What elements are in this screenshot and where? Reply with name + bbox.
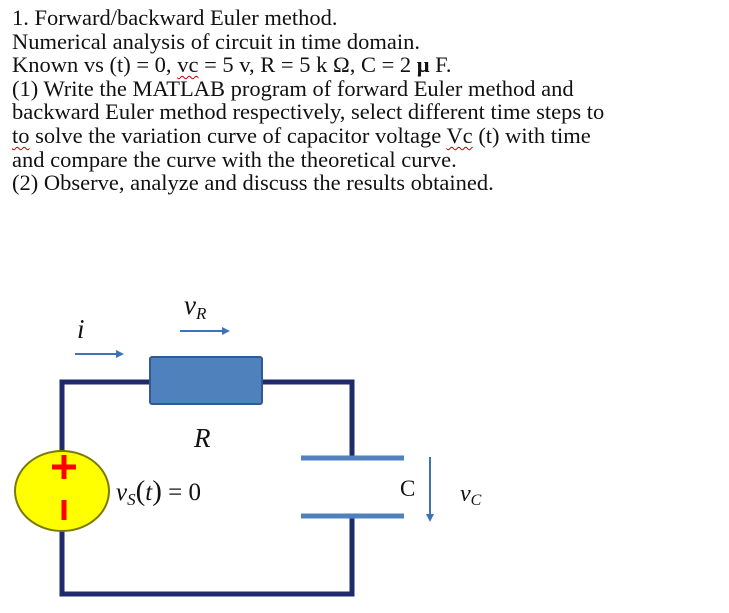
- resistor: [150, 357, 262, 404]
- wire-right-bottom: [62, 516, 352, 594]
- capacitor-label: C: [400, 476, 416, 501]
- to-word: to: [12, 122, 30, 148]
- problem-line-1: 1. Forward/backward Euler method.: [12, 5, 338, 30]
- known-middle: = 5 v, R = 5 k Ω, C = 2: [198, 52, 417, 78]
- known-suffix: F.: [429, 52, 452, 78]
- problem-line-2: Numerical analysis of circuit in time domain.: [12, 28, 421, 54]
- vc-term: Vc: [446, 122, 473, 148]
- vr-label: vR: [184, 290, 207, 323]
- problem-line-5: backward Euler method respectively, select different time steps to: [12, 99, 605, 125]
- current-label: i: [77, 314, 85, 344]
- line6-middle: solve the variation curve of capacitor voltage: [29, 122, 447, 148]
- problem-line-4: (1) Write the MATLAB program of forward Euler method and: [12, 75, 574, 101]
- problem-line-7: and compare the curve with the theoretical curve.: [12, 146, 457, 172]
- mu-symbol: μ: [416, 52, 430, 78]
- resistor-label: R: [194, 423, 211, 453]
- vc-known-term: vc: [177, 52, 199, 78]
- wire-top-right: [262, 382, 352, 458]
- vc-label: vC: [460, 481, 482, 509]
- wire-left-top: [62, 382, 150, 455]
- known-prefix: Known vs (t) = 0,: [12, 52, 178, 78]
- problem-line-8: (2) Observe, analyze and discuss the results obtained.: [12, 170, 494, 196]
- vs-label: $v_S(t) = 0$: [116, 475, 202, 509]
- line6-suffix: (t) with time: [472, 122, 591, 148]
